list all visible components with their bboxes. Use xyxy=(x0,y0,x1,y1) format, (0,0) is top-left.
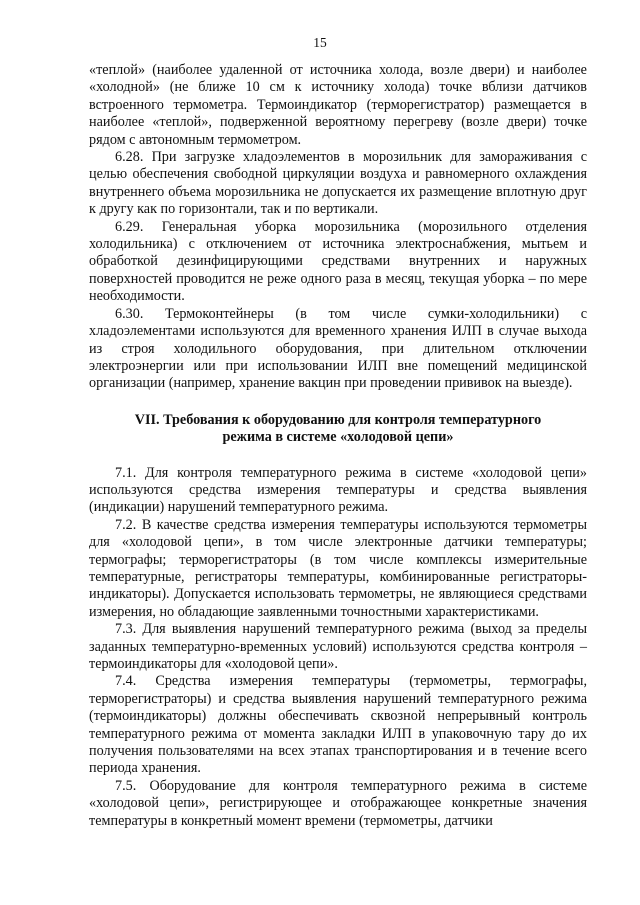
paragraph-6-30: 6.30. Термоконтейнеры (в том числе сумки-холодильники) с хладоэлементами используются для временного хранения ИЛП в случае выхода из строя холодильного оборудования, при длительном отключении электроэнергии или при использовании ИЛП вне помещений медицинской организации (например, хранение вакцин при проведении прививок на выезде). xyxy=(89,305,587,392)
paragraph-7-4: 7.4. Средства измерения температуры (термометры, термографы, терморегистраторы) и средства выявления нарушений температурного режима (термоиндикаторы) должны обеспечивать сквозной непрерывный контроль температурного режима от момента закладки ИЛП в упаковочную тару до их получения пользователями на всех этапах транспортирования и в течение всего периода хранения. xyxy=(89,673,587,777)
section-heading-line-1: VII. Требования к оборудованию для контроля температурного xyxy=(134,411,542,428)
section-heading xyxy=(89,412,587,447)
page-body xyxy=(89,62,587,830)
paragraph-7-3: 7.3. Для выявления нарушений температурного режима (выход за пределы заданных температурно-временных условий) используются средства контроля – термоиндикаторы для «холодовой цепи». xyxy=(89,621,587,672)
paragraph-6-29: 6.29. Генеральная уборка морозильника (морозильного отделения холодильника) с отключением от источника электроснабжения, мытьем и обработкой дезинфицирующими средствами внутренних и наружных поверхностей проводится не реже одного раза в месяц, текущая уборка – по мере необходимости. xyxy=(89,218,587,305)
paragraph-continuation: «теплой» (наиболее удаленной от источника холода, возле двери) и наиболее «холодной» (не ближе 10 см к источнику холода) точке вблизи датчиков встроенного термометра. Термоиндикатор (терморегистратор) размещается в наиболее «теплой», подверженной вероятному перегреву (возле двери) точке рядом с автономным термометром. xyxy=(89,62,587,148)
paragraph-7-2: 7.2. В качестве средства измерения температуры используются термометры для «холодовой цепи», в том числе электронные датчики температуры; термографы; терморегистраторы (в том числе комплексы измерительные температурные, регистраторы температуры, комбинированные регистраторы-индикаторы). Допускается использовать термометры, не являющиеся средствами измерения, но обладающие заявленными точностными характеристиками. xyxy=(89,516,587,620)
paragraph-7-1: 7.1. Для контроля температурного режима в системе «холодовой цепи» используются средства измерения температуры и средства выявления (индикации) нарушений температурного режима. xyxy=(89,464,587,516)
section-heading-line-2: режима в системе «холодовой цепи» xyxy=(222,429,454,446)
paragraph-6-28: 6.28. При загрузке хладоэлементов в морозильник для замораживания с целью обеспечения свободной циркуляции воздуха и равномерного охлаждения внутреннего объема морозильника не допускается их размещение вплотную друг к другу как по горизонтали, так и по вертикали. xyxy=(89,149,587,218)
paragraph-7-5: 7.5. Оборудование для контроля температурного режима в системе «холодовой цепи», регистрирующее и отображающее конкретные значения температуры в конкретный момент времени (термометры, датчики xyxy=(89,777,587,829)
page-number: 15 xyxy=(313,35,327,50)
